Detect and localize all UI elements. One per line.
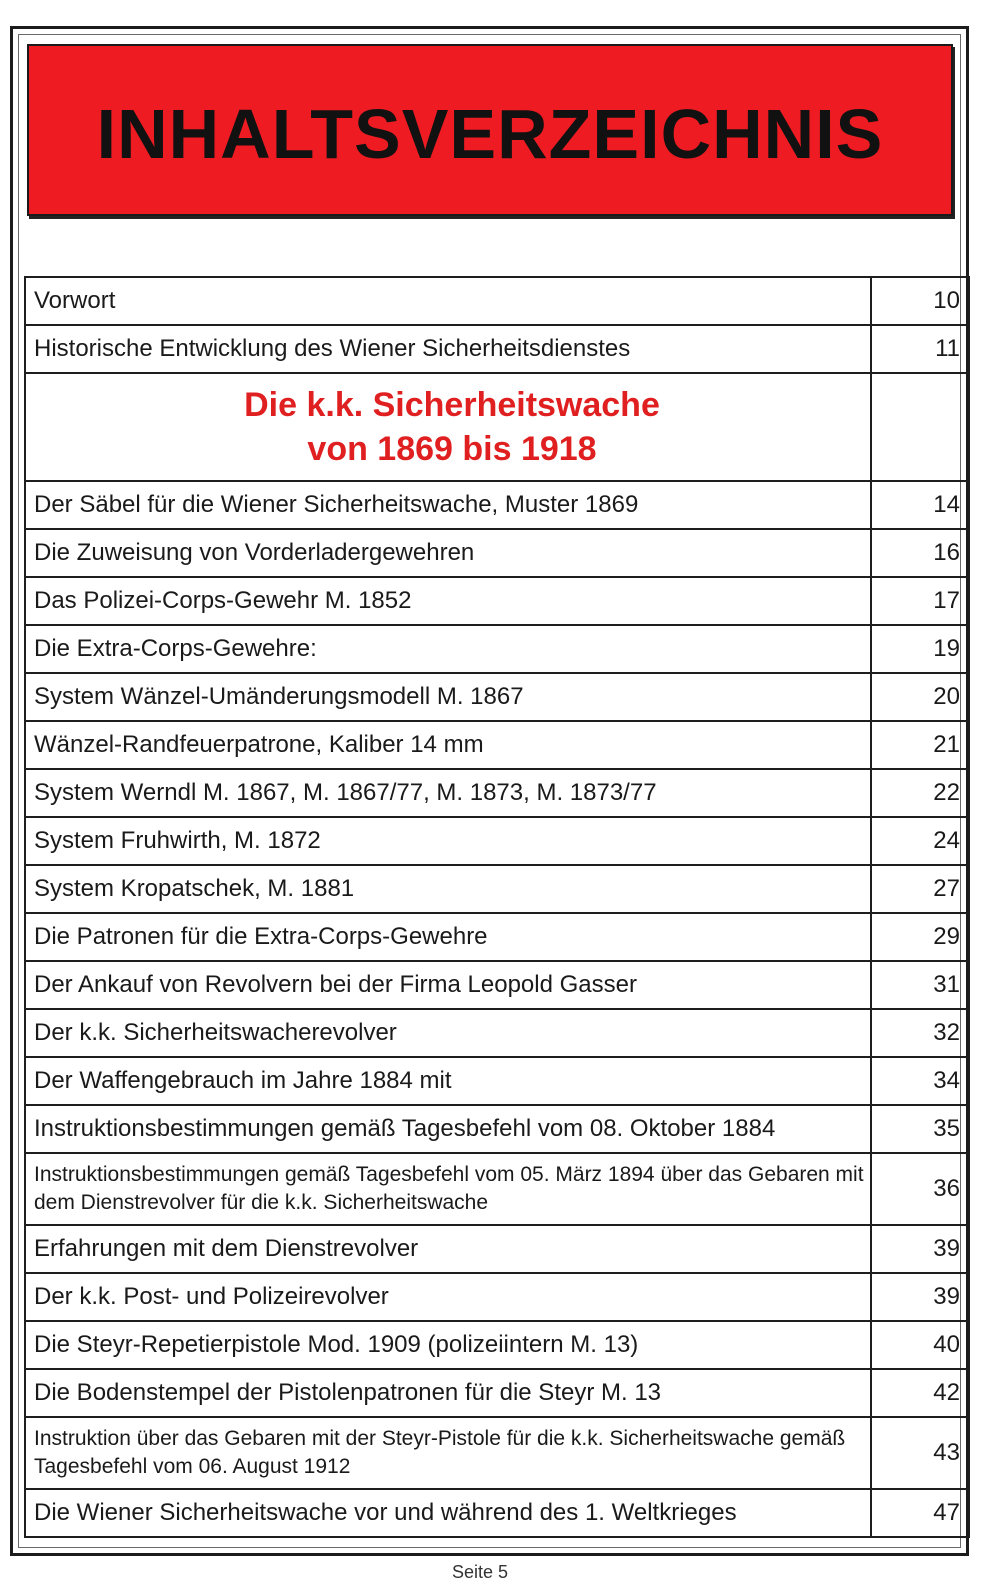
- toc-entry-title: Der Säbel für die Wiener Sicherheitswache, Muster 1869: [25, 481, 871, 529]
- toc-row: [25, 913, 969, 961]
- toc-row: [25, 529, 969, 577]
- toc-entry-page: 39: [871, 1273, 969, 1321]
- toc-row: [25, 625, 969, 673]
- toc-entry-title: Vorwort: [25, 277, 871, 325]
- toc-row: [25, 769, 969, 817]
- toc-entry-page: 10: [871, 277, 969, 325]
- toc-entry-page: 31: [871, 961, 969, 1009]
- toc-table: [24, 276, 970, 1538]
- toc-entry-title: Die Zuweisung von Vorderladergewehren: [25, 529, 871, 577]
- toc-row: [25, 1057, 969, 1105]
- toc-entry-title: Der k.k. Post- und Polizeirevolver: [25, 1273, 871, 1321]
- toc-row: [25, 961, 969, 1009]
- toc-entry-page: 20: [871, 673, 969, 721]
- toc-entry-page: 42: [871, 1369, 969, 1417]
- toc-entry-title: Die Wiener Sicherheitswache vor und während des 1. Weltkrieges: [25, 1489, 871, 1537]
- toc-row: [25, 1105, 969, 1153]
- toc-entry-title: Die Extra-Corps-Gewehre:: [25, 625, 871, 673]
- title-banner: [27, 44, 953, 216]
- toc-entry-title: Der Ankauf von Revolvern bei der Firma Leopold Gasser: [25, 961, 871, 1009]
- toc-entry-title: Instruktion über das Gebaren mit der Steyr-Pistole für die k.k. Sicherheitswache gemäß Tagesbefehl vom 06. August 1912: [25, 1417, 871, 1489]
- section-heading: [34, 383, 870, 471]
- toc-row: [25, 577, 969, 625]
- toc-row: [25, 1321, 969, 1369]
- toc-entry-page: 34: [871, 1057, 969, 1105]
- toc-entry-title: Wänzel-Randfeuerpatrone, Kaliber 14 mm: [25, 721, 871, 769]
- toc-entry-title: Das Polizei-Corps-Gewehr M. 1852: [25, 577, 871, 625]
- section-heading-line-1: Die k.k. Sicherheitswache: [244, 386, 660, 424]
- toc-entry-title: System Fruhwirth, M. 1872: [25, 817, 871, 865]
- toc-entry-page: 36: [871, 1153, 969, 1225]
- toc-entry-page: 27: [871, 865, 969, 913]
- toc-row: [25, 1417, 969, 1489]
- toc-entry-page: 21: [871, 721, 969, 769]
- toc-row: [25, 325, 969, 373]
- toc-entry-title: Die Steyr-Repetierpistole Mod. 1909 (polizeiintern M. 13): [25, 1321, 871, 1369]
- toc-entry-page: 29: [871, 913, 969, 961]
- toc-entry-title: Der Waffengebrauch im Jahre 1884 mit: [25, 1057, 871, 1105]
- toc-entry-title: Instruktionsbestimmungen gemäß Tagesbefehl vom 05. März 1894 über das Gebaren mit dem Dienstrevolver für die k.k. Sicherheitswache: [25, 1153, 871, 1225]
- toc-entry-page: 17: [871, 577, 969, 625]
- toc-entry-title: Die Bodenstempel der Pistolenpatronen für die Steyr M. 13: [25, 1369, 871, 1417]
- toc-row: [25, 721, 969, 769]
- toc-row: [25, 1009, 969, 1057]
- toc-entry-page: 43: [871, 1417, 969, 1489]
- section-heading-cell: [25, 373, 871, 481]
- toc-entry-page: 24: [871, 817, 969, 865]
- toc-entry-title: System Kropatschek, M. 1881: [25, 865, 871, 913]
- page-title: INHALTSVERZEICHNIS: [96, 95, 884, 173]
- section-heading-line-2: von 1869 bis 1918: [307, 430, 597, 468]
- toc-row: [25, 817, 969, 865]
- toc-entry-page: 11: [871, 325, 969, 373]
- toc-entry-page: 22: [871, 769, 969, 817]
- toc-row: [25, 1489, 969, 1537]
- toc-row: [25, 1369, 969, 1417]
- toc-row: [25, 1273, 969, 1321]
- toc-entry-title: Die Patronen für die Extra-Corps-Gewehre: [25, 913, 871, 961]
- toc-section-row: [25, 373, 969, 481]
- toc-entry-title: System Werndl M. 1867, M. 1867/77, M. 1873, M. 1873/77: [25, 769, 871, 817]
- toc-row: [25, 481, 969, 529]
- toc-entry-title: Historische Entwicklung des Wiener Sicherheitsdienstes: [25, 325, 871, 373]
- toc-entry-page: 32: [871, 1009, 969, 1057]
- toc-entry-title: Instruktionsbestimmungen gemäß Tagesbefehl vom 08. Oktober 1884: [25, 1105, 871, 1153]
- toc-entry-page: 14: [871, 481, 969, 529]
- toc-entry-page: 39: [871, 1225, 969, 1273]
- toc-row: [25, 1225, 969, 1273]
- toc-entry-page: 16: [871, 529, 969, 577]
- toc-row: [25, 865, 969, 913]
- toc-entry-page: 19: [871, 625, 969, 673]
- page-number-footer: Seite 5: [451, 1562, 509, 1582]
- toc-row: [25, 673, 969, 721]
- toc-entry-page: 35: [871, 1105, 969, 1153]
- section-page-cell: [871, 373, 969, 481]
- toc-entry-title: Erfahrungen mit dem Dienstrevolver: [25, 1225, 871, 1273]
- toc-row: [25, 1153, 969, 1225]
- toc-entry-page: 40: [871, 1321, 969, 1369]
- toc-entry-title: System Wänzel-Umänderungsmodell M. 1867: [25, 673, 871, 721]
- toc-row: [25, 277, 969, 325]
- toc-entry-title: Der k.k. Sicherheitswacherevolver: [25, 1009, 871, 1057]
- toc-entry-page: 47: [871, 1489, 969, 1537]
